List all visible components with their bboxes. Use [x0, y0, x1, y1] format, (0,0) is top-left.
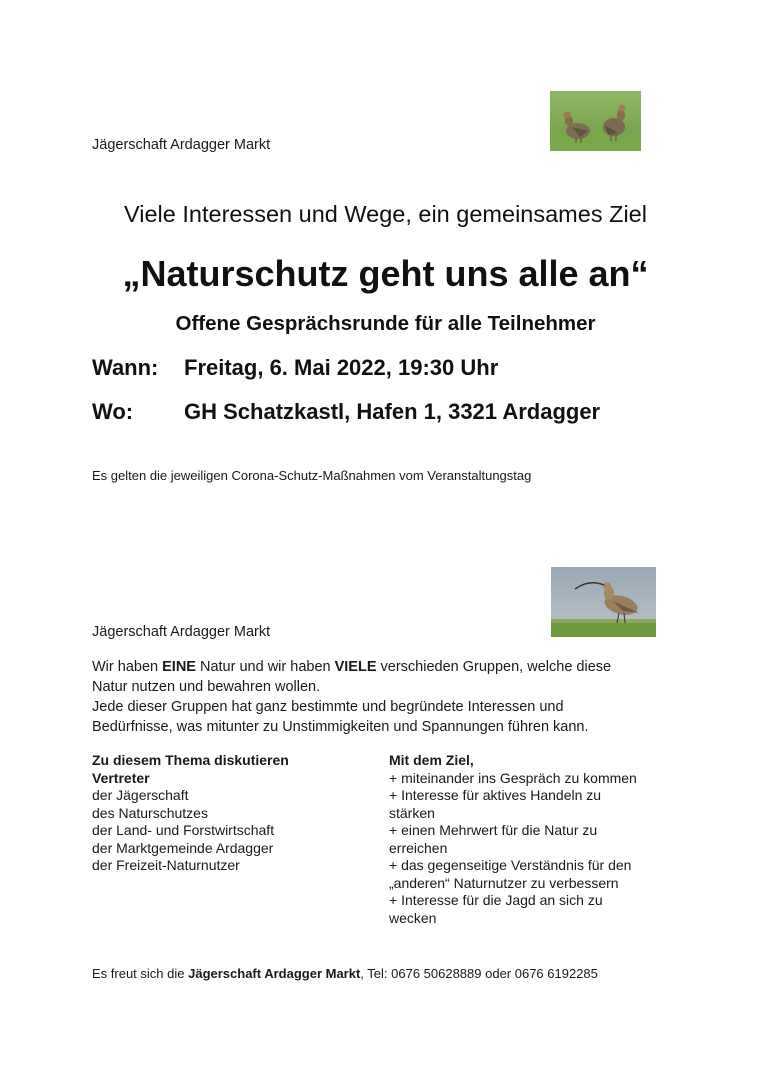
footer-contact — [92, 966, 598, 981]
goal-line: erreichen — [389, 839, 448, 856]
goal-line: + Interesse für die Jagd an sich zu — [389, 892, 603, 908]
goals-heading: Mit dem Ziel, — [389, 752, 474, 768]
organization-section: Jägerschaft Ardagger Markt — [92, 624, 271, 640]
where-label: Wo: — [92, 399, 134, 424]
participants-heading-1: Zu diesem Thema diskutieren — [92, 752, 289, 768]
footer-organization: Jägerschaft Ardagger Markt — [188, 966, 361, 981]
event-title: „Naturschutz geht uns alle an“ — [122, 253, 649, 294]
intro-line-4: Bedürfnisse, was mitunter zu Unstimmigkeiten und Spannungen führen kann. — [92, 719, 589, 735]
goals-column — [389, 752, 689, 927]
participant-item: der Land- und Forstwirtschaft — [92, 822, 275, 838]
corona-note: Es gelten die jeweiligen Corona-Schutz-Maßnahmen vom Veranstaltungstag — [92, 468, 532, 483]
goal-line: + miteinander ins Gespräch zu kommen — [389, 769, 637, 786]
intro-line-3: Jede dieser Gruppen hat ganz bestimmte und begründete Interessen und — [92, 699, 564, 715]
participant-item: der Jägerschaft — [92, 787, 189, 803]
goal-line: wecken — [389, 909, 437, 926]
organization-top: Jägerschaft Ardagger Markt — [92, 137, 271, 153]
when-label: Wann: — [92, 355, 159, 380]
participant-item: der Marktgemeinde Ardagger — [92, 839, 274, 856]
footer-phone: , Tel: 0676 50628889 oder 0676 6192285 — [360, 966, 598, 981]
goal-line: + einen Mehrwert für die Natur zu — [389, 822, 598, 838]
partridges-photo — [550, 91, 641, 151]
intro-paragraph — [92, 657, 692, 737]
goal-line: stärken — [389, 804, 435, 821]
event-subtitle: Offene Gesprächsrunde für alle Teilnehmer — [175, 312, 596, 335]
where-value: GH Schatzkastl, Hafen 1, 3321 Ardagger — [184, 399, 601, 424]
participants-heading-2: Vertreter — [92, 769, 150, 786]
intro-line-2: Natur nutzen und bewahren wollen. — [92, 679, 321, 695]
participants-column — [92, 752, 372, 875]
participant-item: der Freizeit-Naturnutzer — [92, 857, 240, 873]
goal-line: + Interesse für aktives Handeln zu — [389, 787, 602, 803]
headline: Viele Interessen und Wege, ein gemeinsames Ziel — [124, 201, 647, 227]
participant-item: des Naturschutzes — [92, 804, 208, 821]
goal-line: + das gegenseitige Verständnis für den — [389, 857, 632, 873]
footer-prefix: Es freut sich die — [92, 966, 189, 981]
goal-line: „anderen“ Naturnutzer zu verbessern — [389, 874, 619, 891]
curlew-photo — [551, 567, 656, 637]
intro-text-1: Wir haben — [92, 659, 163, 675]
intro-text-3: verschieden Gruppen, welche diese — [376, 659, 612, 675]
when-value: Freitag, 6. Mai 2022, 19:30 Uhr — [184, 355, 499, 380]
intro-bold-eine: EINE — [162, 659, 196, 675]
intro-bold-viele: VIELE — [334, 659, 377, 675]
intro-text-2: Natur und wir haben — [195, 659, 335, 675]
